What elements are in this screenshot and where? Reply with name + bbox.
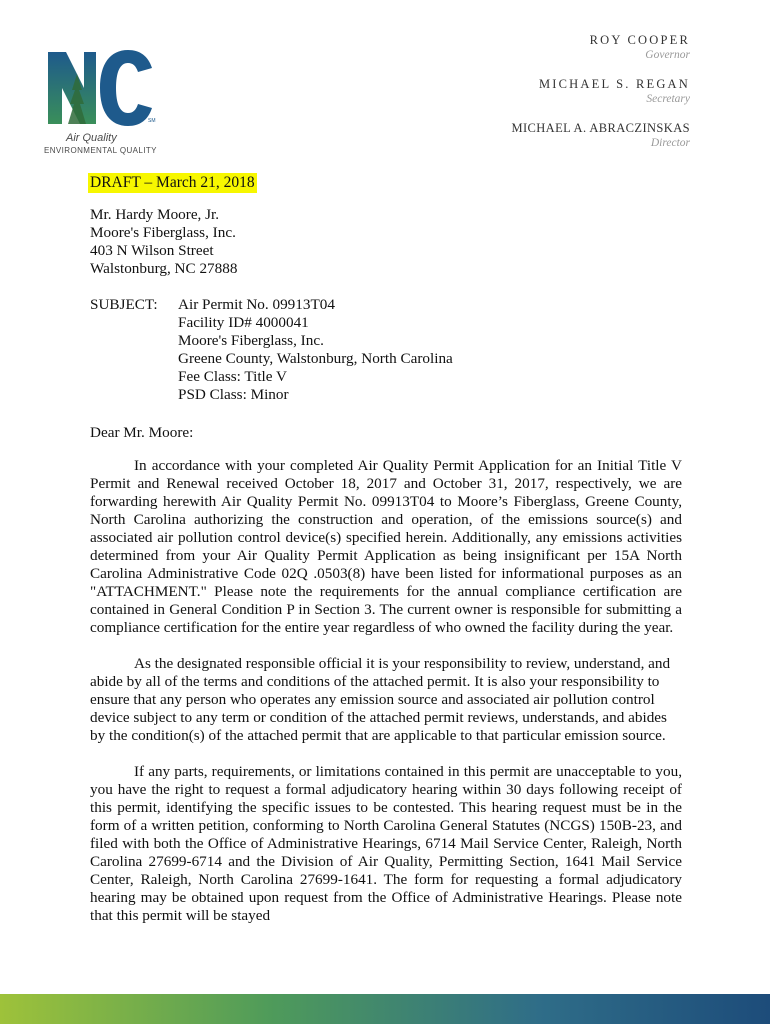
subject-fee-class: Fee Class: Title V [178, 368, 288, 385]
salutation: Dear Mr. Moore: [90, 424, 194, 441]
draft-date-banner: DRAFT – March 21, 2018 [90, 174, 255, 191]
subject-location: Greene County, Walstonburg, North Carolina [178, 350, 453, 367]
director-title: Director [650, 137, 690, 149]
governor-name: ROY COOPER [589, 33, 690, 47]
secretary-title: Secretary [646, 93, 690, 105]
recipient-street: 403 N Wilson Street [90, 242, 214, 259]
paragraph-text: As the designated responsible official it is your responsibility to review, understand, and abide by all of the terms and conditions of the attached permit. It is also your responsibility to ensure that any person who operates any emission source and associated air pollution control device subject to any term or condition of the attached permit reviews, understands, and abides by the condition(s) of the attached permit that are applicable to that particular emission source. [90, 655, 671, 744]
body-paragraph [90, 457, 682, 637]
officials-block [511, 32, 690, 164]
subject-lines [178, 296, 453, 404]
footer-color-band [0, 994, 770, 1024]
logo-department-text: ENVIRONMENTAL QUALITY [44, 146, 157, 155]
governor-title: Governor [645, 49, 690, 61]
recipient-address [90, 206, 237, 278]
paragraph-text: In accordance with your completed Air Quality Permit Application for an Initial Title V Permit and Renewal received October 18, 2017 and October 31, 2017, respectively, we are forwarding herewith Air Quality Permit No. 09913T04 to Moore’s Fiberglass, Greene County, North Carolina authorizing the construction and operation, of the emissions source(s) and associated air pollution control device(s) specified herein. Additionally, any emissions activities determined from your Air Quality Permit Application as being insignificant per 15A North Carolina Administrative Code 02Q .0503(8) have been listed for informational purposes as an "ATTACHMENT." Please note the requirements for the annual compliance certification are contained in General Condition P in Section 3. The current owner is responsible for submitting a compliance certification for the entire year regardless of who owned the facility during the year. [90, 457, 682, 636]
subject-psd-class: PSD Class: Minor [178, 386, 289, 403]
logo-division-text: Air Quality [66, 132, 117, 144]
svg-text:SM: SM [148, 118, 156, 124]
paragraph-text: If any parts, requirements, or limitations contained in this permit are unacceptable to you, you have the right to request a formal adjudicatory hearing within 30 days following receipt of this permit, identifying the specific issues to be contested. This hearing request must be in the form of a written petition, conforming to North Carolina General Statutes (NCGS) 150B-23, and filed with both the Office of Administrative Hearings, 6714 Mail Service Center, Raleigh, North Carolina 27699-6714 and the Division of Air Quality, Permitting Section, 1641 Mail Service Center, Raleigh, North Carolina 27699-1641. The form for requesting a formal adjudicatory hearing may be obtained upon request from the Office of Administrative Hearings. Please note that this permit will be stayed [90, 763, 682, 924]
director-name: MICHAEL A. ABRACZINSKAS [511, 121, 690, 135]
subject-facility-id: Facility ID# 4000041 [178, 314, 309, 331]
body-paragraph [90, 763, 682, 925]
recipient-name: Mr. Hardy Moore, Jr. [90, 206, 220, 223]
subject-company: Moore's Fiberglass, Inc. [178, 332, 324, 349]
recipient-city: Walstonburg, NC 27888 [90, 260, 238, 277]
subject-permit-number: Air Permit No. 09913T04 [178, 296, 335, 313]
nc-deq-logo [44, 44, 156, 158]
secretary-name: MICHAEL S. REGAN [538, 77, 690, 91]
recipient-company: Moore's Fiberglass, Inc. [90, 224, 236, 241]
body-paragraph [90, 655, 682, 745]
subject-label: SUBJECT: [90, 296, 158, 313]
subject-block [90, 296, 453, 404]
nc-logo-icon [44, 44, 156, 130]
